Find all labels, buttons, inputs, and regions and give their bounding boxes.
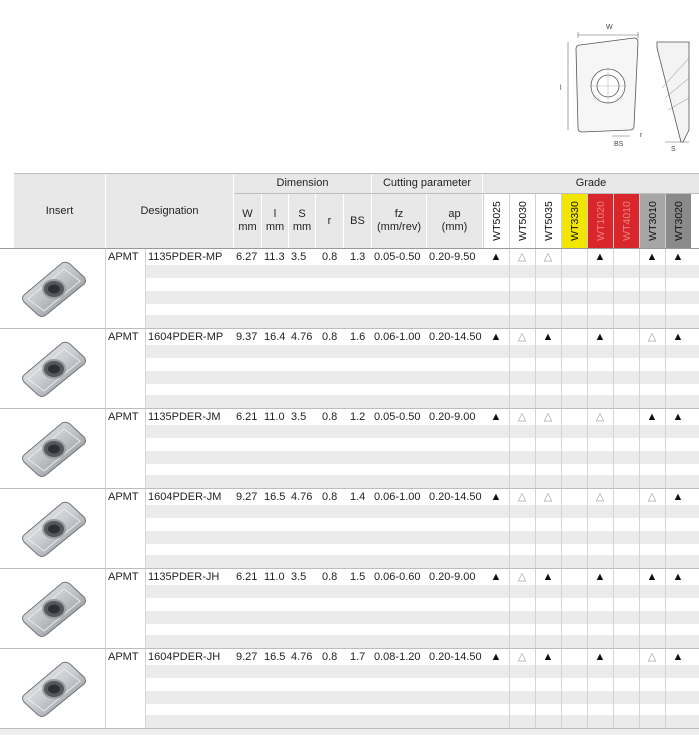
grade-alternative-mark: △ xyxy=(647,331,657,343)
value-fz: 0.08-1.20 xyxy=(374,651,421,663)
column-divider xyxy=(613,569,614,649)
value-fz: 0.06-1.00 xyxy=(374,331,421,343)
row-band xyxy=(145,505,699,518)
header-col-l-unit: mm xyxy=(265,221,285,233)
row-band xyxy=(145,585,699,598)
row-band xyxy=(145,665,699,678)
value-w: 9.27 xyxy=(236,651,258,663)
grade-recommended-mark: ▲ xyxy=(542,651,554,663)
header-grade-1 xyxy=(509,194,535,248)
column-divider xyxy=(639,249,640,329)
grade-recommended-mark: ▲ xyxy=(672,571,684,583)
header-col-l xyxy=(262,194,288,248)
column-divider xyxy=(105,649,106,729)
header-col-bs: BS xyxy=(344,194,371,248)
grade-alternative-mark: △ xyxy=(543,491,553,503)
header-col-r: r xyxy=(316,194,343,248)
drawing-label-s: S xyxy=(671,146,676,153)
column-divider xyxy=(639,569,640,649)
column-divider xyxy=(145,489,146,569)
value-fz: 0.06-1.00 xyxy=(374,491,421,503)
column-divider xyxy=(639,489,640,569)
value-ap: 0.20-9.00 xyxy=(429,411,476,423)
designation-code: 1135PDER-JH xyxy=(148,571,220,583)
column-divider xyxy=(561,329,562,409)
designation-code: 1135PDER-MP xyxy=(148,251,223,263)
insert-image xyxy=(18,497,90,561)
column-divider xyxy=(587,569,588,649)
value-l: 11.0 xyxy=(264,571,285,583)
insert-image xyxy=(18,577,90,641)
table-row xyxy=(0,249,699,329)
row-band xyxy=(145,395,699,408)
header-designation: Designation xyxy=(106,174,233,248)
column-divider xyxy=(509,489,510,569)
value-s: 3.5 xyxy=(291,251,307,263)
value-r: 0.8 xyxy=(322,491,338,503)
header-col-s-label: S xyxy=(298,208,306,220)
header-grade-2 xyxy=(535,194,561,248)
value-s: 4.76 xyxy=(291,651,313,663)
value-l: 16.5 xyxy=(264,491,286,503)
header-grade-label: WT3010 xyxy=(646,201,659,241)
column-divider xyxy=(665,489,666,569)
column-divider xyxy=(561,409,562,489)
header-col-ap xyxy=(427,194,482,248)
header-grade-label: WT3020 xyxy=(672,201,685,241)
column-divider xyxy=(587,329,588,409)
column-divider xyxy=(561,249,562,329)
value-l: 11.0 xyxy=(264,411,285,423)
value-l: 11.3 xyxy=(264,251,285,263)
grade-recommended-mark: ▲ xyxy=(672,251,684,263)
grade-alternative-mark: △ xyxy=(543,251,553,263)
value-s: 4.76 xyxy=(291,331,313,343)
value-ap: 0.20-14.50 xyxy=(429,331,482,343)
header-col-fz-unit: (mm/rev) xyxy=(377,221,421,233)
grade-alternative-mark: △ xyxy=(517,651,527,663)
designation-prefix: APMT xyxy=(108,651,139,663)
value-fz: 0.05-0.50 xyxy=(374,251,421,263)
column-divider xyxy=(535,329,536,409)
grade-recommended-mark: ▲ xyxy=(672,651,684,663)
value-s: 4.76 xyxy=(291,491,313,503)
column-divider xyxy=(535,569,536,649)
column-divider xyxy=(509,329,510,409)
row-band xyxy=(145,475,699,488)
value-bs: 1.6 xyxy=(350,331,366,343)
header-grade-label: WT5025 xyxy=(490,201,503,241)
column-divider xyxy=(665,409,666,489)
value-w: 6.21 xyxy=(236,411,258,423)
column-divider xyxy=(105,409,106,489)
grade-recommended-mark: ▲ xyxy=(672,411,684,423)
grade-alternative-mark: △ xyxy=(517,411,527,423)
column-divider xyxy=(587,249,588,329)
value-r: 0.8 xyxy=(322,251,338,263)
row-band xyxy=(145,315,699,328)
row-band xyxy=(145,691,699,704)
grade-alternative-mark: △ xyxy=(517,491,527,503)
insert-image xyxy=(18,337,90,401)
grade-recommended-mark: ▲ xyxy=(542,331,554,343)
header-col-fz-label: fz xyxy=(394,208,404,220)
column-divider xyxy=(509,249,510,329)
header-col-s xyxy=(289,194,315,248)
value-w: 6.21 xyxy=(236,571,258,583)
designation-code: 1135PDER-JM xyxy=(148,411,221,423)
value-r: 0.8 xyxy=(322,331,338,343)
column-divider xyxy=(535,649,536,729)
column-divider xyxy=(665,569,666,649)
grade-recommended-mark: ▲ xyxy=(490,571,502,583)
column-divider xyxy=(535,409,536,489)
column-divider xyxy=(665,249,666,329)
column-divider xyxy=(105,249,106,329)
designation-prefix: APMT xyxy=(108,491,139,503)
header-col-s-unit: mm xyxy=(292,221,312,233)
header-cutting-parameter: Cutting parameter xyxy=(372,174,482,193)
header-grade-0 xyxy=(483,194,509,248)
table-row xyxy=(0,409,699,489)
value-r: 0.8 xyxy=(322,411,338,423)
value-s: 3.5 xyxy=(291,411,307,423)
header-grade: Grade xyxy=(483,174,699,193)
column-divider xyxy=(665,649,666,729)
designation-code: 1604PDER-MP xyxy=(148,331,224,343)
value-bs: 1.2 xyxy=(350,411,366,423)
column-divider xyxy=(535,249,536,329)
column-divider xyxy=(145,409,146,489)
grade-recommended-mark: ▲ xyxy=(490,651,502,663)
grade-recommended-mark: ▲ xyxy=(672,491,684,503)
row-band xyxy=(145,265,699,278)
value-l: 16.5 xyxy=(264,651,286,663)
column-divider xyxy=(587,489,588,569)
value-bs: 1.4 xyxy=(350,491,366,503)
grade-recommended-mark: ▲ xyxy=(594,251,606,263)
grade-recommended-mark: ▲ xyxy=(646,251,658,263)
column-divider xyxy=(509,649,510,729)
column-divider xyxy=(613,249,614,329)
column-divider xyxy=(613,649,614,729)
insert-dimension-drawing xyxy=(550,18,699,153)
column-divider xyxy=(665,329,666,409)
column-divider xyxy=(145,249,146,329)
drawing-label-w: W xyxy=(606,24,613,31)
designation-code: 1604PDER-JH xyxy=(148,651,221,663)
column-divider xyxy=(587,409,588,489)
value-fz: 0.06-0.60 xyxy=(374,571,421,583)
value-r: 0.8 xyxy=(322,571,338,583)
table-row xyxy=(0,329,699,409)
value-ap: 0.20-9.00 xyxy=(429,571,476,583)
table-row xyxy=(0,649,699,729)
value-ap: 0.20-9.50 xyxy=(429,251,476,263)
row-band xyxy=(145,715,699,728)
column-divider xyxy=(639,649,640,729)
column-divider xyxy=(587,649,588,729)
grade-recommended-mark: ▲ xyxy=(594,571,606,583)
header-grade-6 xyxy=(639,194,665,248)
column-divider xyxy=(145,569,146,649)
header-grade-4 xyxy=(587,194,613,248)
header-grade-label: WT1020 xyxy=(594,201,607,241)
grade-recommended-mark: ▲ xyxy=(594,331,606,343)
column-divider xyxy=(561,649,562,729)
column-divider xyxy=(105,489,106,569)
value-ap: 0.20-14.50 xyxy=(429,491,482,503)
grade-alternative-mark: △ xyxy=(595,491,605,503)
grade-recommended-mark: ▲ xyxy=(490,251,502,263)
row-band xyxy=(145,345,699,358)
header-grade-label: WT3330 xyxy=(568,201,581,241)
column-divider xyxy=(105,329,106,409)
designation-prefix: APMT xyxy=(108,571,139,583)
row-band xyxy=(145,635,699,648)
insert-image xyxy=(18,417,90,481)
grade-recommended-mark: ▲ xyxy=(542,571,554,583)
row-band xyxy=(145,291,699,304)
grade-alternative-mark: △ xyxy=(595,411,605,423)
column-divider xyxy=(145,329,146,409)
row-band xyxy=(145,425,699,438)
row-band xyxy=(145,611,699,624)
value-s: 3.5 xyxy=(291,571,307,583)
header-col-l-label: l xyxy=(273,208,277,220)
header-grade-7 xyxy=(665,194,691,248)
designation-prefix: APMT xyxy=(108,411,139,423)
value-bs: 1.7 xyxy=(350,651,366,663)
column-divider xyxy=(145,649,146,729)
value-w: 9.37 xyxy=(236,331,258,343)
row-band xyxy=(145,451,699,464)
grade-alternative-mark: △ xyxy=(517,571,527,583)
grade-recommended-mark: ▲ xyxy=(490,411,502,423)
header-grade-label: WT5035 xyxy=(542,201,555,241)
column-divider xyxy=(639,329,640,409)
drawing-label-l: l xyxy=(560,85,562,92)
bottom-bar xyxy=(0,729,699,735)
column-divider xyxy=(535,489,536,569)
header-col-ap-unit: (mm) xyxy=(441,221,468,233)
header-col-fz xyxy=(372,194,426,248)
column-divider xyxy=(639,409,640,489)
column-divider xyxy=(509,569,510,649)
grade-alternative-mark: △ xyxy=(517,331,527,343)
header-col-w xyxy=(234,194,261,248)
grade-alternative-mark: △ xyxy=(647,491,657,503)
drawing-label-bs: BS xyxy=(614,141,624,148)
header-dimension: Dimension xyxy=(234,174,371,193)
value-l: 16.4 xyxy=(264,331,286,343)
value-r: 0.8 xyxy=(322,651,338,663)
row-band xyxy=(145,371,699,384)
grade-alternative-mark: △ xyxy=(647,651,657,663)
column-divider xyxy=(613,489,614,569)
column-divider xyxy=(561,569,562,649)
value-bs: 1.5 xyxy=(350,571,366,583)
column-divider xyxy=(613,409,614,489)
grade-alternative-mark: △ xyxy=(517,251,527,263)
designation-code: 1604PDER-JM xyxy=(148,491,222,503)
designation-prefix: APMT xyxy=(108,251,139,263)
grade-recommended-mark: ▲ xyxy=(594,651,606,663)
grade-recommended-mark: ▲ xyxy=(646,571,658,583)
grade-recommended-mark: ▲ xyxy=(646,411,658,423)
header-grade-5 xyxy=(613,194,639,248)
column-divider xyxy=(613,329,614,409)
header-grade-label: WT5030 xyxy=(516,201,529,241)
value-fz: 0.05-0.50 xyxy=(374,411,421,423)
row-band xyxy=(145,531,699,544)
grade-alternative-mark: △ xyxy=(543,411,553,423)
grade-recommended-mark: ▲ xyxy=(490,491,502,503)
column-divider xyxy=(561,489,562,569)
header-insert: Insert xyxy=(14,174,105,248)
value-ap: 0.20-14.50 xyxy=(429,651,482,663)
value-w: 6.27 xyxy=(236,251,258,263)
insert-image xyxy=(18,657,90,721)
table-row xyxy=(0,569,699,649)
header-col-ap-label: ap xyxy=(448,208,461,220)
value-bs: 1.3 xyxy=(350,251,366,263)
grade-recommended-mark: ▲ xyxy=(490,331,502,343)
row-band xyxy=(145,555,699,568)
header-col-w-unit: mm xyxy=(238,221,257,233)
column-divider xyxy=(105,569,106,649)
drawing-label-r: r xyxy=(640,132,643,139)
table-row xyxy=(0,489,699,569)
header-grade-label: WT4010 xyxy=(620,201,633,241)
value-w: 9.27 xyxy=(236,491,258,503)
insert-image xyxy=(18,257,90,321)
header-col-w-label: W xyxy=(242,208,253,220)
header-grade-3 xyxy=(561,194,587,248)
grade-recommended-mark: ▲ xyxy=(672,331,684,343)
column-divider xyxy=(509,409,510,489)
designation-prefix: APMT xyxy=(108,331,139,343)
